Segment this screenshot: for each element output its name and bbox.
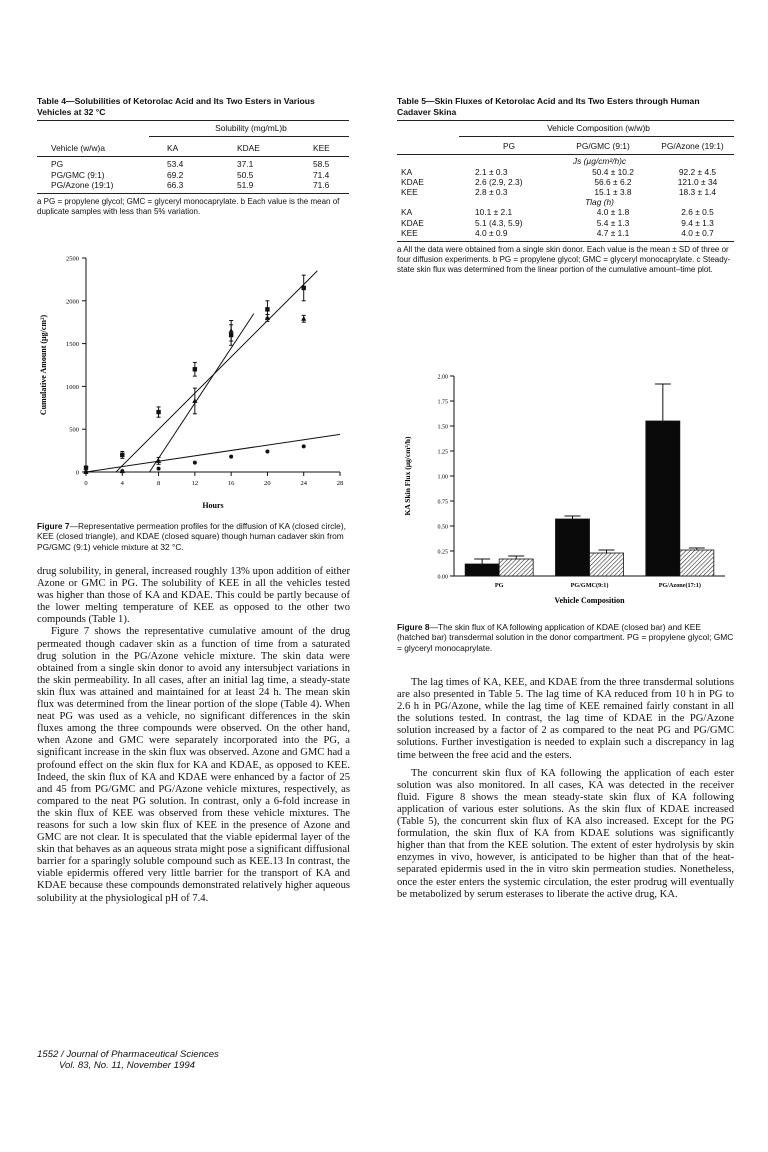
table-row: PG 53.4 37.1 58.5	[51, 159, 330, 170]
table4-group-header: Solubility (mg/mL)b	[215, 123, 287, 133]
paragraph: drug solubility, in general, increased roughly 13% upon addition of either Azone or GMC in PG. The solubility of KEE in all the vehicles tested was higher than those of KA and KDAE. This could be partly because of the lower melting temperature of KEE as opposed to the other two compounds (Table 1).	[37, 566, 350, 626]
figure7-caption: Figure 7—Representative permeation profiles for the diffusion of KA (closed circle), KEE (closed triangle), and KDAE (closed square) though human cadaver skin from PG/GMC (9:1) vehicle mixture at 32 °C.	[37, 521, 346, 552]
x-category-label: PG/GMC(9:1)	[570, 582, 609, 589]
y-tick-label: 0.75	[437, 499, 448, 506]
y-tick-label: 1.75	[437, 399, 448, 406]
table5-col-pg: PG	[502, 141, 516, 152]
table-row: KEE 4.0 ± 0.9 4.7 ± 1.1 4.0 ± 0.7	[401, 227, 714, 238]
y-axis-label: KA Skin Flux (µg/cm²/h)	[403, 436, 412, 516]
kdae-point	[120, 453, 124, 457]
y-tick-label: 1000	[66, 383, 79, 391]
kdae-bar	[556, 519, 590, 576]
table-row: PG/GMC (9:1) 69.2 50.5 71.4	[51, 169, 330, 180]
y-tick-label: 1.00	[437, 474, 448, 481]
table5-block	[397, 96, 734, 275]
table4-col-kee: KEE	[313, 143, 330, 154]
footer-journal: 1552 / Journal of Pharmaceutical Sciences	[37, 1049, 219, 1060]
x-tick-label: 8	[156, 480, 161, 487]
y-tick-label: 1500	[66, 341, 79, 349]
table5-caption: Table 5—Skin Fluxes of Ketorolac Acid and Its Two Esters through Human Cadaver Skina	[397, 96, 700, 117]
y-tick-label: 500	[69, 426, 79, 434]
x-tick-label: 20	[264, 480, 271, 487]
table5-section-flux: Js (µg/cm²/h)c	[572, 156, 627, 167]
y-tick-label: 0.00	[437, 574, 448, 581]
right-body-text	[397, 677, 734, 901]
kee-point	[229, 328, 234, 333]
kdae-point	[193, 367, 197, 371]
ka-point	[265, 449, 269, 453]
figure7-chart	[30, 246, 360, 524]
kee-bar	[499, 559, 533, 576]
ka-point	[157, 467, 161, 471]
x-tick-label: 0	[84, 480, 88, 487]
x-category-label: PG/Azone(17:1)	[658, 582, 701, 589]
kee-trend-line	[150, 314, 254, 472]
left-body-text	[37, 566, 350, 905]
table4-vehicle-header: Vehicle (w/w)a	[51, 143, 105, 154]
x-tick-label: 16	[227, 480, 235, 487]
figure8-chart	[397, 364, 737, 614]
y-tick-label: 0.50	[437, 524, 448, 531]
y-axis-label: Cumulative Amount (µg/cm²)	[39, 314, 48, 416]
ka-point	[193, 461, 197, 465]
kdae-bar	[465, 564, 499, 576]
x-axis-label: Hours	[202, 501, 224, 510]
figure8-caption: Figure 8—The skin flux of KA following application of KDAE (closed bar) and KEE (hatched bar) transdermal solution in the donor compartment. PG = propylene glycol; GMC = glyceryl monocaprylate.	[397, 622, 734, 653]
kee-point	[301, 316, 306, 321]
y-tick-label: 1.25	[437, 449, 448, 456]
y-tick-label: 1.50	[437, 424, 448, 431]
y-tick-label: 2500	[66, 255, 79, 263]
paragraph: The concurrent skin flux of KA following the application of each ester solution was also monitored. In all cases, KA was detected in the receiver fluid. Figure 8 shows the mean steady-state skin flux of KA following application of various ester solutions. As the skin flux of KDAE increased (Table 5), the concurrent skin flux of KA also increased. Except for the PG formulation, the skin flux of KA from KDAE solutions was significantly higher than that from the KEE solution. The extent of ester hydrolysis by skin enzymes in vivo, however, is anticipated to be higher than that of the heat-separated epidermis used in the in vitro skin permeation studies. Nonetheless, once the ester enters the systemic circulation, the ester prodrug will eventually be metabolized by serum esterases to liberate the active drug, KA.	[397, 767, 734, 900]
page-footer	[37, 1049, 219, 1071]
y-tick-label: 2000	[66, 298, 79, 306]
x-tick-label: 24	[300, 480, 307, 487]
kee-bar	[590, 553, 624, 576]
table4-footnote: a PG = propylene glycol; GMC = glyceryl monocaprylate. b Each value is the mean of duplicate samples with less than 5% variation.	[37, 197, 340, 217]
table-row: KDAE 2.6 (2.9, 2.3) 56.6 ± 6.2 121.0 ± 34	[401, 176, 718, 187]
ka-point	[229, 455, 233, 459]
x-tick-label: 4	[120, 480, 124, 487]
x-category-label: PG	[494, 582, 504, 589]
table4-col-kdae: KDAE	[237, 143, 260, 154]
x-axis-label: Vehicle Composition	[554, 596, 625, 605]
table4-caption: Table 4—Solubilities of Ketorolac Acid and Its Two Esters in Various Vehicles at 32 °C	[37, 96, 315, 117]
ka-point	[302, 444, 306, 448]
footer-volume: Vol. 83, No. 11, November 1994	[59, 1060, 195, 1071]
y-tick-label: 0.25	[437, 549, 448, 556]
table5-col-pggmc: PG/GMC (9:1)	[576, 141, 630, 152]
y-tick-label: 0	[75, 469, 79, 477]
table5-footnote: a All the data were obtained from a single skin donor. Each value is the mean ± SD of three or four diffusion experiments. b PG = propylene glycol; GMC = glyceryl monocaprylate. c Steady-state skin flux was determined from the linear portion of the cumulative amount–time plot.	[397, 245, 731, 275]
table4-col-ka: KA	[167, 143, 179, 154]
table4	[37, 123, 349, 133]
table5-section-lag: Tlag (h)	[585, 197, 614, 208]
kdae-point	[265, 307, 269, 311]
table-row: PG/Azone (19:1) 66.3 51.9 71.6	[51, 179, 330, 190]
paragraph: The lag times of KA, KEE, and KDAE from the three transdermal solutions are also presented in Table 5. The lag time of KA reduced from 10 h in PG to 2.6 h in PG/Azone, while the lag time of KEE remained fairly constant in all the solutions tested. In contrast, the lag time of KDAE in the PG/Azone solution increased by a factor of 2 as compared to the neat PG and PG/GMC solutions. Further investigation is needed to explain such a discrepancy in lag time between the free acid and the esters.	[397, 677, 734, 761]
table5-group-header: Vehicle Composition (w/w)b	[547, 123, 650, 133]
table4-block	[37, 96, 349, 217]
kdae-bar	[646, 421, 680, 576]
y-tick-label: 2.00	[437, 374, 448, 381]
kdae-point	[302, 286, 306, 290]
table-row: KEE 2.8 ± 0.3 15.1 ± 3.8 18.3 ± 1.4	[401, 187, 717, 198]
kdae-point	[156, 410, 160, 414]
x-tick-label: 28	[336, 480, 344, 487]
x-tick-label: 12	[191, 480, 199, 487]
table-row: KA 2.1 ± 0.3 50.4 ± 10.2 92.2 ± 4.5	[401, 166, 717, 177]
kee-bar	[680, 550, 714, 576]
table-row: KA 10.1 ± 2.1 4.0 ± 1.8 2.6 ± 0.5	[401, 207, 714, 218]
paragraph: Figure 7 shows the representative cumulative amount of the drug permeated though cadaver skin as a function of time from a saturated drug solution in the PG/Azone vehicle mixture. The skin data were obtained from a single skin donor to avoid any intersubject variations in the skin permeability. In all cases, after an initial lag time, a steady-state skin flux was attained and maintained for at least 24 h. The mean skin flux was determined from the linear portion of the slope (Table 4). When neat PG was used as a vehicle, no significant differences in the skin fluxes among the three compounds were observed. On the other hand, when Azone and GMC were separately incorporated into the PG, a significant increase in the skin flux was observed. Azone and GMC had a profound effect on the skin flux for KA and KDAE, as opposed to KEE. Indeed, the skin flux of KA and KDAE were enhanced by a factor of 25 and 45 from PG/GMC and PG/Azone vehicle mixtures, respectively, as compared to the neat PG solution. In contrast, only a 6-fold increase in the skin flux of KEE was observed from these vehicle mixtures. The reasons for such a low skin flux of KEE in the presence of Azone and GMC are not clear. It is speculated that the viable epidermal layer of the skin that behaves as an aqueous strata might pose a significant diffusional barrier for a sparingly soluble compound such as KEE.13 In contrast, the viable epidermis offered very little barrier for the transport of KA and KDAE because these compounds demonstrated relatively higher aqueous solubility at the physiological pH of 7.4.	[37, 626, 350, 904]
table-row: KDAE 5.1 (4.3, 5.9) 5.4 ± 1.3 9.4 ± 1.3	[401, 217, 714, 228]
table5-col-pgazone: PG/Azone (19:1)	[661, 141, 724, 152]
